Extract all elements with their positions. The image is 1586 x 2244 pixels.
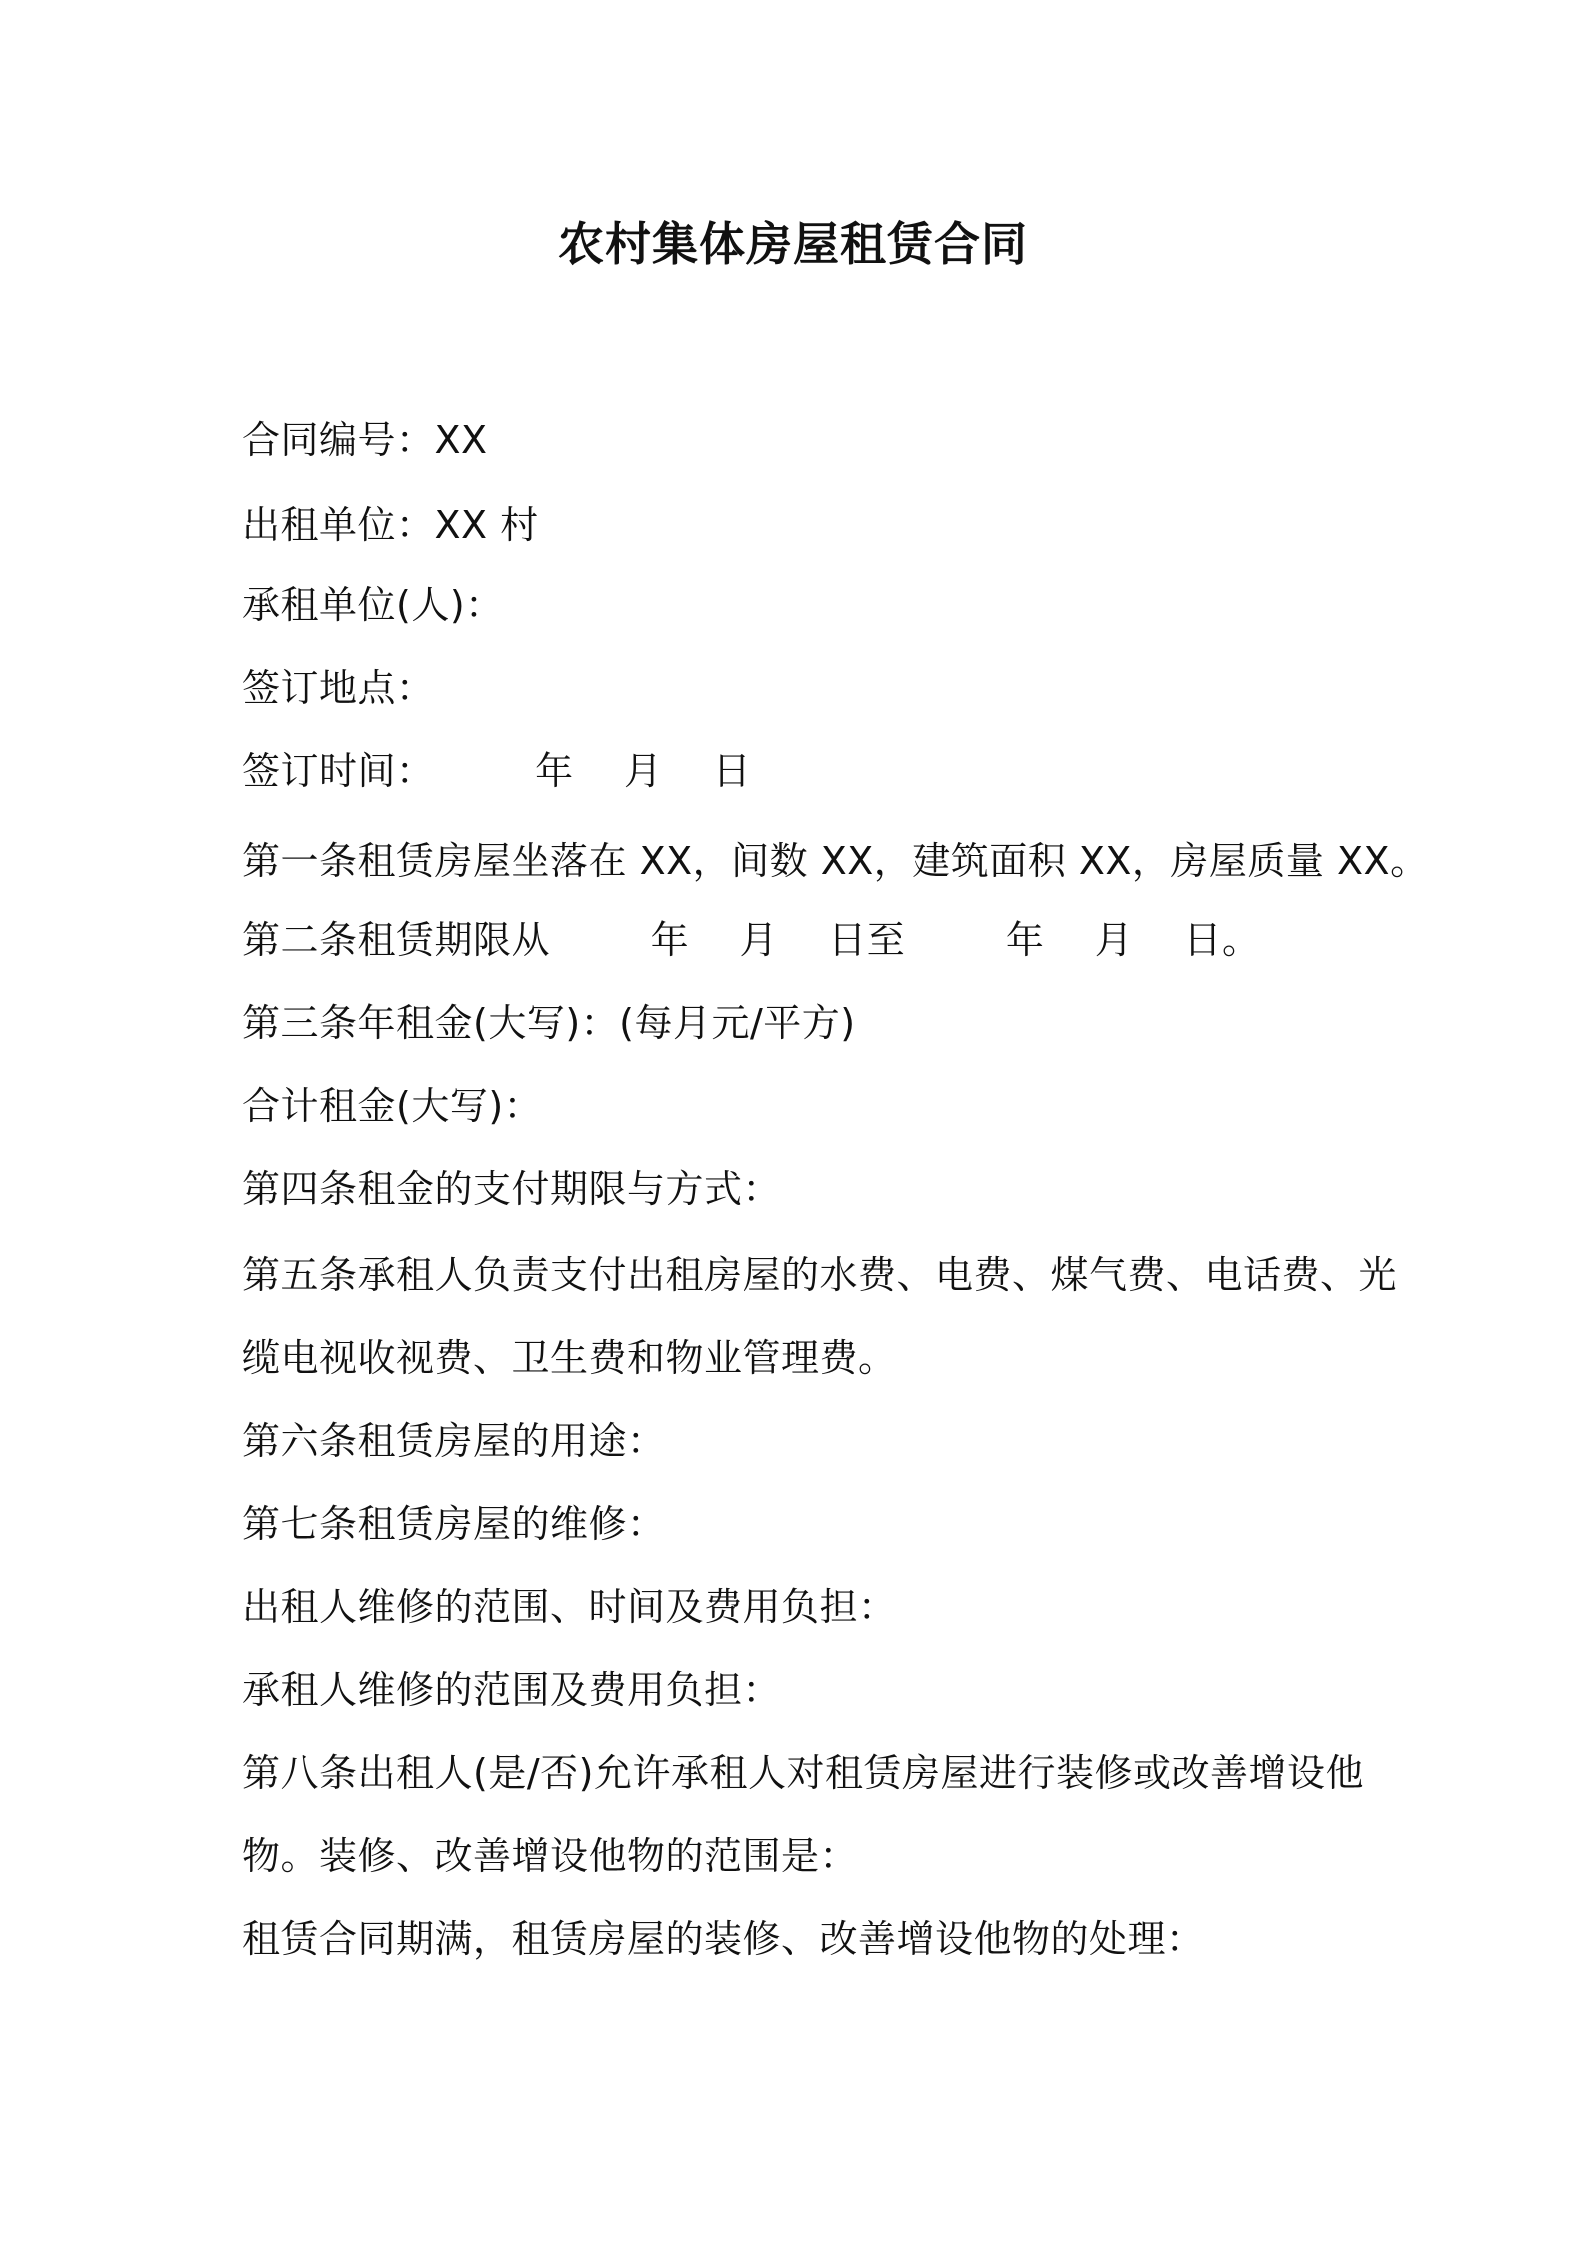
article-5-line: 第五条承租人负责支付出租房屋的水费、电费、煤气费、电话费、光 xyxy=(242,1253,1398,1297)
article-7-line: 第七条租赁房屋的维修： xyxy=(242,1502,666,1546)
lease-expiry-line: 租赁合同期满，租赁房屋的装修、改善增设他物的处理： xyxy=(242,1917,1205,1961)
signing-time-line: 签订时间： 年 月 日 xyxy=(242,749,752,793)
lessee-line: 承租单位(人)： xyxy=(242,583,504,627)
article-6-line: 第六条租赁房屋的用途： xyxy=(242,1419,666,1463)
article-4-line: 第四条租金的支付期限与方式： xyxy=(242,1167,782,1211)
article-2-line: 第二条租赁期限从 年 月 日至 年 月 日。 xyxy=(242,918,1261,962)
total-rent-line: 合计租金(大写)： xyxy=(242,1084,543,1128)
article-1-line: 第一条租赁房屋坐落在 XX，间数 XX，建筑面积 XX，房屋质量 XX。 xyxy=(242,839,1429,883)
signing-place-line: 签订地点： xyxy=(242,666,435,710)
lessor-line: 出租单位：XX 村 xyxy=(242,503,539,547)
lessee-repair-line: 承租人维修的范围及费用负担： xyxy=(242,1668,782,1712)
lessor-repair-line: 出租人维修的范围、时间及费用负担： xyxy=(242,1585,897,1629)
document-title: 农村集体房屋租赁合同 xyxy=(558,217,1028,271)
article-8-continuation-line: 物。装修、改善增设他物的范围是： xyxy=(242,1834,859,1878)
article-5-continuation-line: 缆电视收视费、卫生费和物业管理费。 xyxy=(242,1336,897,1380)
article-8-line: 第八条出租人(是/否)允许承租人对租赁房屋进行装修或改善增设他 xyxy=(242,1751,1364,1795)
contract-number-line: 合同编号：XX xyxy=(242,418,488,462)
article-3-line: 第三条年租金(大写)：(每月元/平方) xyxy=(242,1001,856,1045)
